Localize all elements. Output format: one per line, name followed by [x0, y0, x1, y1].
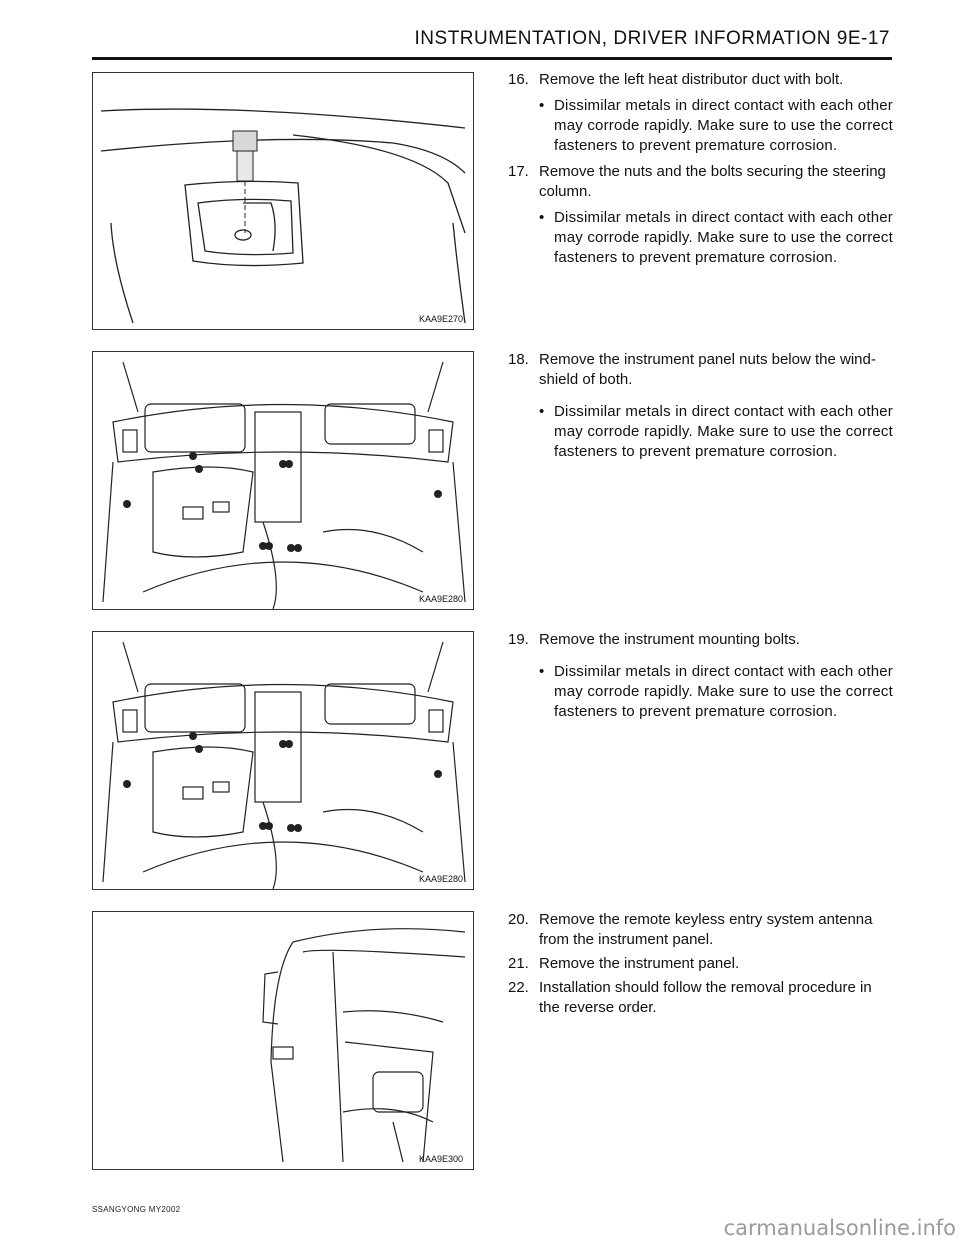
page-title: INSTRUMENTATION, DRIVER INFORMATION 9E-17: [414, 28, 890, 49]
step-16: [508, 70, 893, 90]
step-19: [508, 630, 893, 650]
figure-panel-removal: [92, 911, 474, 1170]
panel-removal-illustration: [93, 912, 473, 1169]
step-21: [508, 954, 893, 974]
step-17: [508, 162, 893, 202]
step-text: Remove the instrument panel.: [539, 955, 740, 972]
mounting-bolts-illustration: [93, 632, 473, 889]
step-18-note: [508, 402, 893, 462]
note-text: Dissimilar metals in direct contact with each other may corrode rapidly. Make sure to use the correct fasteners to prevent premature corrosion.: [554, 97, 893, 154]
step-text: Installation should follow the removal procedure in the reverse order.: [539, 979, 872, 1016]
step-18: [508, 350, 893, 390]
note-text: Dissimilar metals in direct contact with each other may corrode rapidly. Make sure to use the correct fasteners to prevent premature corrosion.: [554, 403, 893, 460]
section-steps-16-17: [508, 70, 893, 272]
bullet-glyph: •: [539, 97, 545, 114]
step-16-note: [508, 96, 893, 156]
page-footer: SSANGYONG MY2002: [92, 1205, 181, 1214]
figure-code: KAA9E280: [418, 874, 463, 884]
note-text: Dissimilar metals in direct contact with each other may corrode rapidly. Make sure to use the correct fasteners to prevent premature corrosion.: [554, 663, 893, 720]
step-text: Remove the remote keyless entry system antenna from the instrument panel.: [539, 911, 873, 948]
figure-duct-bolt: [92, 72, 474, 330]
step-22: [508, 978, 893, 1018]
panel-nuts-illustration: [93, 352, 473, 609]
step-19-note: [508, 662, 893, 722]
step-number: 22.: [508, 979, 529, 996]
step-text: Remove the left heat distributor duct with bolt.: [539, 71, 844, 88]
step-17-note: [508, 208, 893, 268]
bullet-glyph: •: [539, 403, 545, 420]
note-text: Dissimilar metals in direct contact with each other may corrode rapidly. Make sure to use the correct fasteners to prevent premature corrosion.: [554, 209, 893, 266]
bullet-glyph: •: [539, 209, 545, 226]
bullet-glyph: •: [539, 663, 545, 680]
section-step-18: [508, 350, 893, 466]
section-steps-20-22: [508, 910, 893, 1022]
figure-code: KAA9E280: [418, 594, 463, 604]
figure-mounting-bolts: [92, 631, 474, 890]
step-text: Remove the nuts and the bolts securing the steering column.: [539, 163, 886, 200]
step-text: Remove the instrument panel nuts below the wind-shield of both.: [539, 351, 876, 388]
step-number: 17.: [508, 163, 529, 180]
figure-code: KAA9E300: [418, 1154, 463, 1164]
step-number: 21.: [508, 955, 529, 972]
step-20: [508, 910, 893, 950]
header-rule: [92, 57, 892, 60]
step-number: 18.: [508, 351, 529, 368]
step-number: 16.: [508, 71, 529, 88]
watermark: carmanualsonline.info: [723, 1216, 956, 1240]
figure-code: KAA9E270: [418, 314, 463, 324]
step-text: Remove the instrument mounting bolts.: [539, 631, 800, 648]
step-number: 20.: [508, 911, 529, 928]
section-step-19: [508, 630, 893, 726]
step-number: 19.: [508, 631, 529, 648]
duct-bolt-illustration: [93, 73, 473, 329]
figure-panel-nuts: [92, 351, 474, 610]
